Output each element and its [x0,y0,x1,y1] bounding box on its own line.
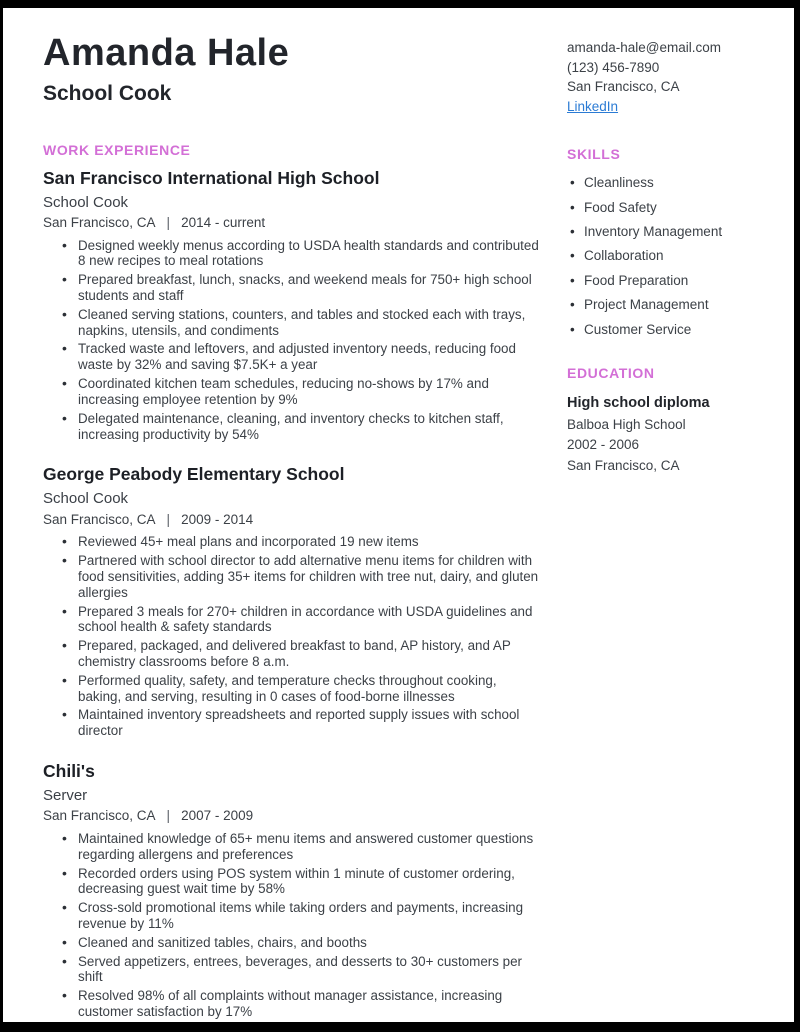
resume-columns [43,32,754,1032]
skills-list [570,174,754,339]
education-school: Balboa High School [567,417,686,433]
job-meta [43,511,543,529]
job-location: San Francisco, CA [43,511,156,527]
job-entry [43,464,543,739]
job-dates: 2009 - 2014 [181,511,254,527]
section-heading-education: EDUCATION [567,365,655,382]
skill-item: • Customer Service [570,321,754,340]
skill-item: • Collaboration [570,247,754,266]
education-degree: High school diploma [567,395,710,412]
job-bullet: • Maintained inventory spreadsheets and reported supply issues with school director [62,707,543,739]
skill-item: • Food Preparation [570,272,754,291]
person-name: Amanda Hale [43,32,290,74]
job-bullet: • Cleaned and sanitized tables, chairs, and booths [62,935,543,951]
resume-header [43,32,543,106]
meta-separator: | [166,511,171,527]
job-entry [43,168,543,443]
job-bullet: • Reviewed 45+ meal plans and incorporated 19 new items [62,534,543,550]
contact-block [567,38,754,116]
job-bullets [62,831,543,1020]
meta-separator: | [166,808,171,824]
linkedin-link[interactable]: LinkedIn [567,98,619,114]
job-role: Server [43,786,88,804]
job-role: School Cook [43,193,129,211]
job-bullet: • Performed quality, safety, and temperature checks throughout cooking, baking, and serving, resulting in 0 cases of food-borne illnesses [62,673,543,705]
job-bullet: • Prepared breakfast, lunch, snacks, and weekend meals for 750+ high school students and staff [62,272,543,304]
job-bullet: • Delegated maintenance, cleaning, and inventory checks to kitchen staff, increasing productivity by 54% [62,411,543,443]
skill-item: • Food Safety [570,199,754,218]
education-block [567,393,754,476]
job-bullet: • Served appetizers, entrees, beverages, and desserts to 30+ customers per shift [62,954,543,986]
job-bullet: • Recorded orders using POS system within 1 minute of customer ordering, decreasing guest wait time by 58% [62,866,543,898]
job-company: Chili's [43,761,95,782]
job-dates: 2007 - 2009 [181,808,254,824]
job-bullet: • Cross-sold promotional items while taking orders and payments, increasing revenue by 11% [62,900,543,932]
section-heading-skills: SKILLS [567,146,621,163]
contact-phone: (123) 456-7890 [567,59,660,75]
job-meta [43,214,543,232]
job-dates: 2014 - current [181,215,266,231]
skill-item: • Cleanliness [570,174,754,193]
job-bullet: • Maintained knowledge of 65+ menu items and answered customer questions regarding allergens and preferences [62,831,543,863]
education-location: San Francisco, CA [567,457,680,473]
person-title: School Cook [43,81,172,105]
job-bullet: • Resolved 98% of all complaints without manager assistance, increasing customer satisfaction by 17% [62,988,543,1020]
contact-location: San Francisco, CA [567,79,680,95]
jobs-list [43,168,543,1020]
job-bullet: • Prepared 3 meals for 270+ children in accordance with USDA guidelines and school health & safety standards [62,604,543,636]
job-location: San Francisco, CA [43,215,156,231]
job-bullets [62,534,543,739]
job-meta [43,807,543,825]
left-column [43,32,543,1032]
job-bullet: • Designed weekly menus according to USDA health standards and contributed 8 new recipes to meal rotations [62,238,543,270]
job-company: San Francisco International High School [43,167,380,188]
job-bullet: • Cleaned serving stations, counters, and tables and stocked each with trays, napkins, utensils, and condiments [62,307,543,339]
job-location: San Francisco, CA [43,808,156,824]
right-column [567,32,754,1032]
meta-separator: | [166,215,171,231]
job-bullet: • Tracked waste and leftovers, and adjusted inventory needs, reducing food waste by 32% and saving $7.5K+ a year [62,341,543,373]
job-entry [43,761,543,1020]
education-dates: 2002 - 2006 [567,437,640,453]
contact-email: amanda-hale@email.com [567,40,722,55]
job-company: George Peabody Elementary School [43,464,345,485]
job-bullet: • Prepared, packaged, and delivered breakfast to band, AP history, and AP chemistry classrooms before 8 a.m. [62,638,543,670]
job-bullets [62,238,543,443]
skill-item: • Project Management [570,296,754,315]
skill-item: • Inventory Management [570,223,754,242]
job-bullet: • Coordinated kitchen team schedules, reducing no-shows by 17% and increasing employee retention by 9% [62,376,543,408]
job-role: School Cook [43,490,129,508]
job-bullet: • Partnered with school director to add alternative menu items for children with food sensitivities, adding 35+ items for children with tree nut, dairy, and gluten allergies [62,553,543,600]
section-heading-work-experience: WORK EXPERIENCE [43,141,191,158]
